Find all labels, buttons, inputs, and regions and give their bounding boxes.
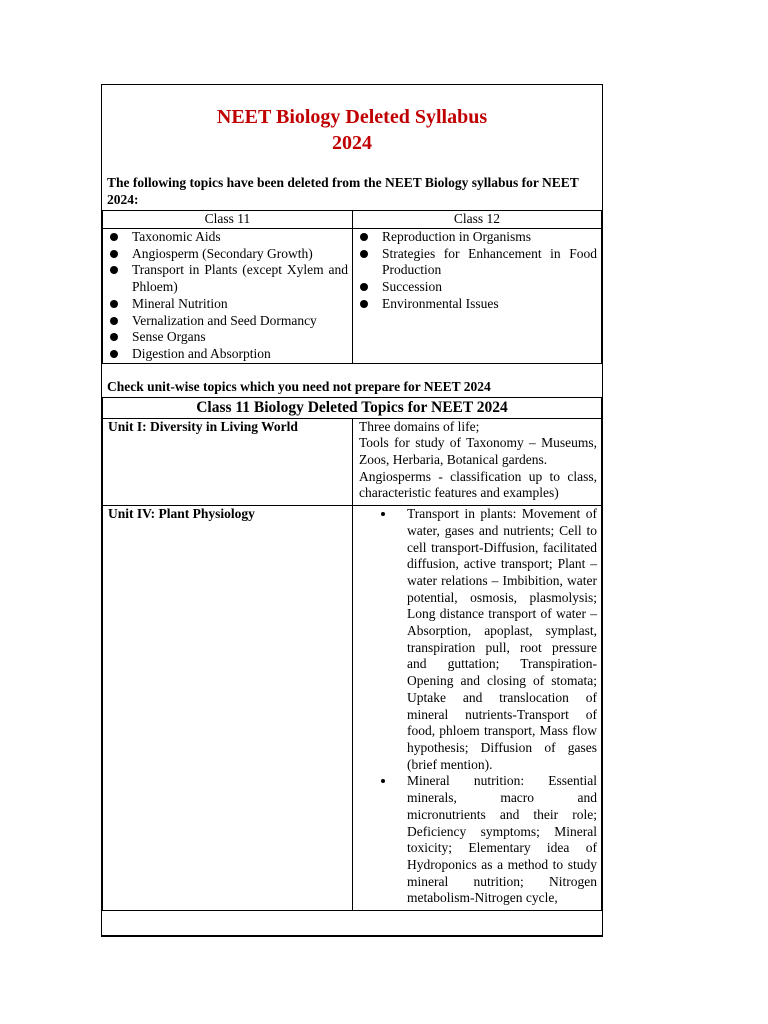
class11-header: Class 11 xyxy=(103,211,353,229)
class11-list xyxy=(109,229,348,363)
class11-cell xyxy=(103,229,353,364)
list-item: Angiosperm (Secondary Growth) xyxy=(109,246,348,263)
document-title xyxy=(102,104,602,156)
unit-topic-list xyxy=(359,506,597,907)
list-item: Taxonomic Aids xyxy=(109,229,348,246)
topic-line: Angiosperms - classification up to class, characteristic features and examples) xyxy=(359,468,597,501)
topic-line: Three domains of life; xyxy=(359,418,480,434)
table-row xyxy=(103,418,602,506)
unit-name: Unit I: Diversity in Living World xyxy=(103,418,353,506)
unit-name: Unit IV: Plant Physiology xyxy=(103,506,353,911)
list-item: Mineral nutrition: Essential minerals, macro and micronutrients and their role; Deficiency symptoms; Mineral toxicity; Elementary idea of Hydroponics as a method to study mineral nutrition; Nitrogen metabolism-Nitrogen cycle, xyxy=(399,773,597,907)
topic-line: Tools for study of Taxonomy – Museums, Zoos, Herbaria, Botanical gardens. xyxy=(359,435,597,468)
list-item: Transport in plants: Movement of water, gases and nutrients; Cell to cell transport-Diffusion, facilitated diffusion, active transport; Plant – water relations – Imbibition, water potential, osmosis, plasmolysis; Long distance transport of water – Absorption, apoplast, symplast, transpiration pull, root pressure and guttation; Transpiration-Opening and closing of stomata; Uptake and translocation of mineral nutrients-Transport of food, phloem transport, Mass flow hypothesis; Diffusion of gases (brief mention). xyxy=(399,506,597,773)
unit-topics xyxy=(353,418,602,506)
list-item: Vernalization and Seed Dormancy xyxy=(109,313,348,330)
intro-text: The following topics have been deleted from the NEET Biology syllabus for NEET 2024: xyxy=(107,175,579,207)
title-line-1: NEET Biology Deleted Syllabus xyxy=(216,106,488,128)
unit-topics xyxy=(353,506,602,911)
list-item: Reproduction in Organisms xyxy=(359,229,597,246)
class12-list xyxy=(359,229,597,313)
list-item: Strategies for Enhancement in Food Production xyxy=(359,246,597,279)
table2-title: Class 11 Biology Deleted Topics for NEET 2024 xyxy=(103,397,602,418)
list-item: Digestion and Absorption xyxy=(109,346,348,363)
class12-header: Class 12 xyxy=(353,211,602,229)
list-item: Succession xyxy=(359,279,597,296)
class11-deleted-topics-table xyxy=(102,397,602,911)
class12-cell xyxy=(353,229,602,364)
deleted-topics-table xyxy=(102,210,602,364)
list-item: Transport in Plants (except Xylem and Phloem) xyxy=(109,262,348,295)
title-line-2: 2024 xyxy=(332,132,372,154)
list-item: Environmental Issues xyxy=(359,296,597,313)
list-item: Sense Organs xyxy=(109,329,348,346)
check-unitwise-text: Check unit-wise topics which you need not prepare for NEET 2024 xyxy=(107,378,491,394)
table-row xyxy=(103,506,602,911)
list-item: Mineral Nutrition xyxy=(109,296,348,313)
document-page xyxy=(101,84,603,937)
